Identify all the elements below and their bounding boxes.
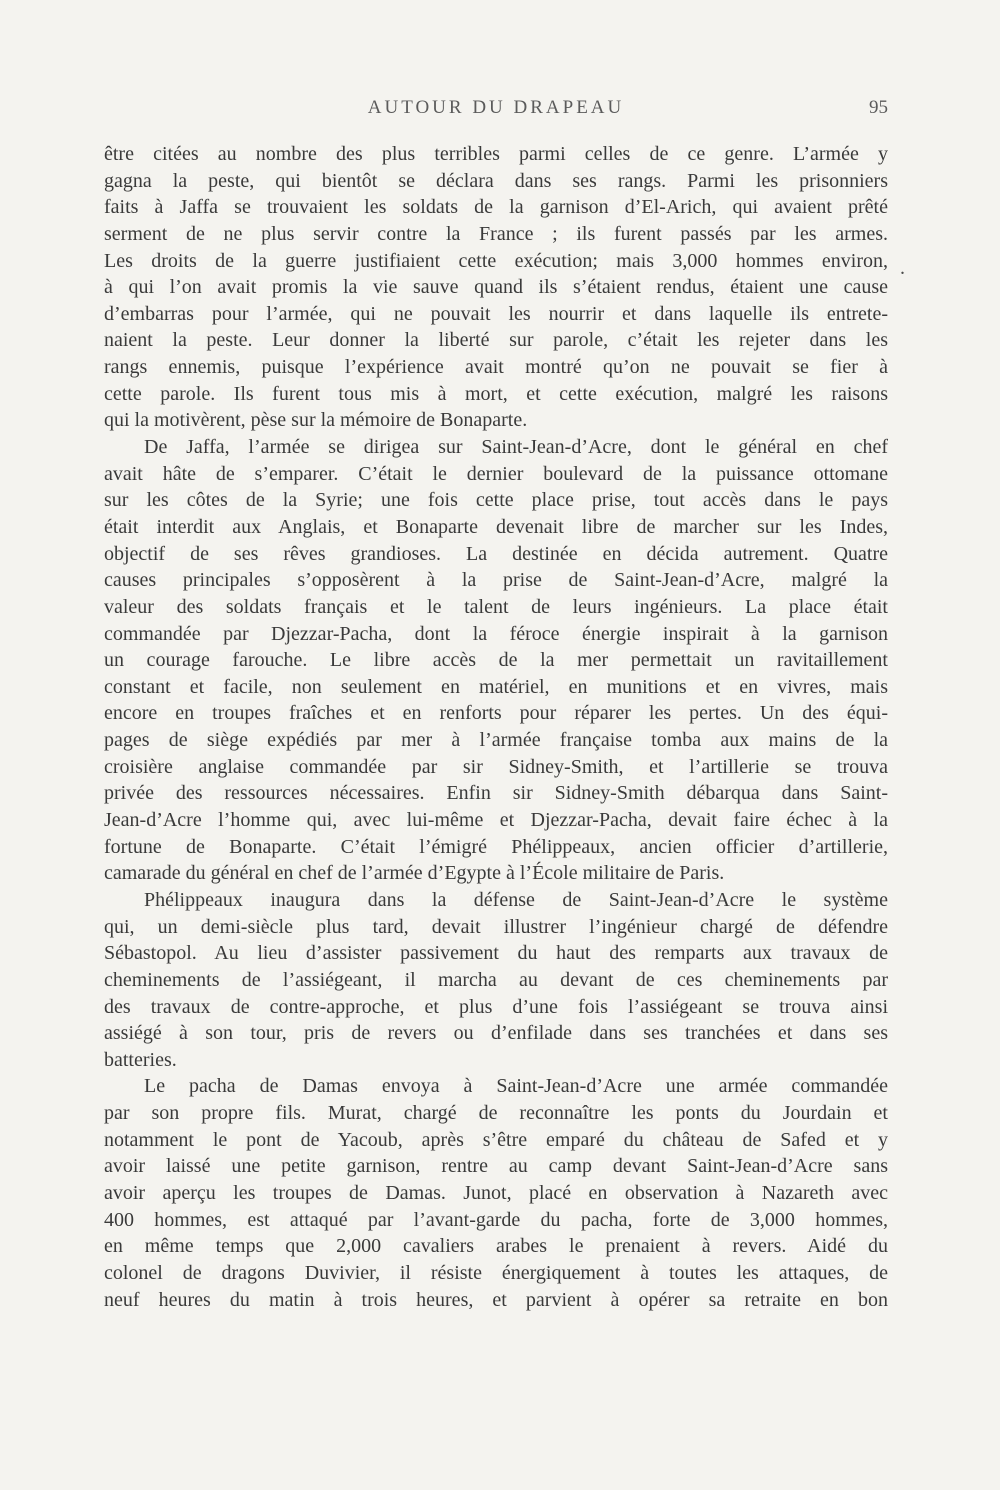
text-line: sur les côtes de la Syrie; une fois cette place prise, tout accès dans le pays (104, 489, 888, 512)
text-line: était interdit aux Anglais, et Bonaparte devenait libre de marcher sur les Indes, (104, 515, 888, 538)
text-line: assiégé à son tour, pris de revers ou d’enfilade dans ses tranchées et dans ses (104, 1022, 888, 1045)
text-line: Sébastopol. Au lieu d’assister passivement du haut des remparts aux travaux de (104, 942, 888, 965)
paragraph-first-line: De Jaffa, l’armée se dirigea sur Saint-Jean-d’Acre, dont le général en chef (144, 436, 888, 459)
text-line: privée des ressources nécessaires. Enfin sir Sidney-Smith débarqua dans Saint- (104, 782, 888, 805)
text-line: d’embarras pour l’armée, qui ne pouvait les nourrir et dans laquelle ils entrete- (104, 302, 888, 325)
text-line: camarade du général en chef de l’armée d’Egypte à l’École militaire de Paris. (104, 862, 725, 885)
text-line: avoir laissé une petite garnison, rentre au camp devant Saint-Jean-d’Acre sans (104, 1155, 888, 1178)
text-line: rangs ennemis, puisque l’expérience avait montré qu’on ne pouvait se fier à (104, 356, 888, 379)
text-line: neuf heures du matin à trois heures, et parvient à opérer sa retraite en bon (104, 1288, 888, 1311)
text-line: croisière anglaise commandée par sir Sidney-Smith, et l’artillerie se trouva (104, 755, 888, 778)
text-line: commandée par Djezzar-Pacha, dont la féroce énergie inspirait à la garnison (104, 622, 888, 645)
text-line: fortune de Bonaparte. C’était l’émigré Phélippeaux, ancien officier d’artillerie, (104, 835, 888, 858)
text-line: Les droits de la guerre justifiaient cette exécution; mais 3,000 hommes environ, (104, 249, 888, 272)
stray-mark: . (900, 257, 905, 279)
text-line: causes principales s’opposèrent à la prise de Saint-Jean-d’Acre, malgré la (104, 569, 888, 592)
running-title: AUTOUR DU DRAPEAU (367, 97, 625, 118)
paragraph-first-line: Phélippeaux inaugura dans la défense de Saint-Jean-d’Acre le système (144, 888, 888, 911)
text-line: qui, un demi-siècle plus tard, devait illustrer l’ingénieur chargé de défendre (104, 915, 888, 938)
text-line: constant et facile, non seulement en matériel, en munitions et en vivres, mais (104, 675, 888, 698)
text-line: colonel de dragons Duvivier, il résiste énergiquement à toutes les attaques, de (104, 1261, 888, 1284)
text-line: encore en troupes fraîches et en renforts pour réparer les pertes. Un des équi- (104, 702, 888, 725)
text-line: avait hâte de s’emparer. C’était le dernier boulevard de la puissance ottomane (104, 462, 888, 485)
text-line: par son propre fils. Murat, chargé de reconnaître les ponts du Jourdain et (104, 1102, 888, 1125)
text-line: faits à Jaffa se trouvaient les soldats de la garnison d’El-Arich, qui avaient prêté (104, 196, 888, 219)
text-line: en même temps que 2,000 cavaliers arabes le prenaient à revers. Aidé du (104, 1235, 888, 1258)
paragraph-first-line: Le pacha de Damas envoya à Saint-Jean-d’Acre une armée commandée (144, 1075, 888, 1098)
text-line: batteries. (104, 1048, 177, 1071)
text-line: valeur des soldats français et le talent de leurs ingénieurs. La place était (104, 595, 888, 618)
text-line: avoir aperçu les troupes de Damas. Junot, placé en observation à Nazareth avec (104, 1181, 888, 1204)
text-line: cheminements de l’assiégeant, il marcha au devant de ces cheminements par (104, 968, 888, 991)
text-line: objectif de ses rêves grandioses. La destinée en décida autrement. Quatre (104, 542, 888, 565)
text-line: qui la motivèrent, pèse sur la mémoire de Bonaparte. (104, 409, 528, 432)
text-line: à qui l’on avait promis la vie sauve quand ils s’étaient rendus, étaient une cause (104, 276, 888, 299)
text-line (104, 1313, 888, 1340)
text-line: notamment le pont de Yacoub, après s’être emparé du château de Safed et y (104, 1128, 888, 1151)
page-number: 95 (869, 97, 888, 118)
text-line: être citées au nombre des plus terribles parmi celles de ce genre. L’armée y (104, 143, 888, 165)
text-line: Jean-d’Acre l’homme qui, avec lui-même et Djezzar-Pacha, devait faire échec à la (104, 809, 888, 832)
text-line: naient la peste. Leur donner la liberté sur parole, c’était les rejeter dans les (104, 329, 888, 352)
running-head (104, 97, 888, 127)
text-line: gagna la peste, qui bientôt se déclara dans ses rangs. Parmi les prisonniers (104, 169, 888, 192)
text-line: un courage farouche. Le libre accès de la mer permettait un ravitaillement (104, 649, 888, 672)
text-line: cette parole. Ils furent tous mis à mort, et cette exécution, malgré les raisons (104, 382, 888, 405)
text-line: 400 hommes, est attaqué par l’avant-garde du pacha, forte de 3,000 hommes, (104, 1208, 888, 1231)
text-line: pages de siège expédiés par mer à l’armée française tomba aux mains de la (104, 729, 888, 752)
text-line: des travaux de contre-approche, et plus d’une fois l’assiégeant se trouva ainsi (104, 995, 888, 1018)
body-text (104, 141, 888, 1340)
text-line: serment de ne plus servir contre la France ; ils furent passés par les armes. (104, 222, 888, 245)
